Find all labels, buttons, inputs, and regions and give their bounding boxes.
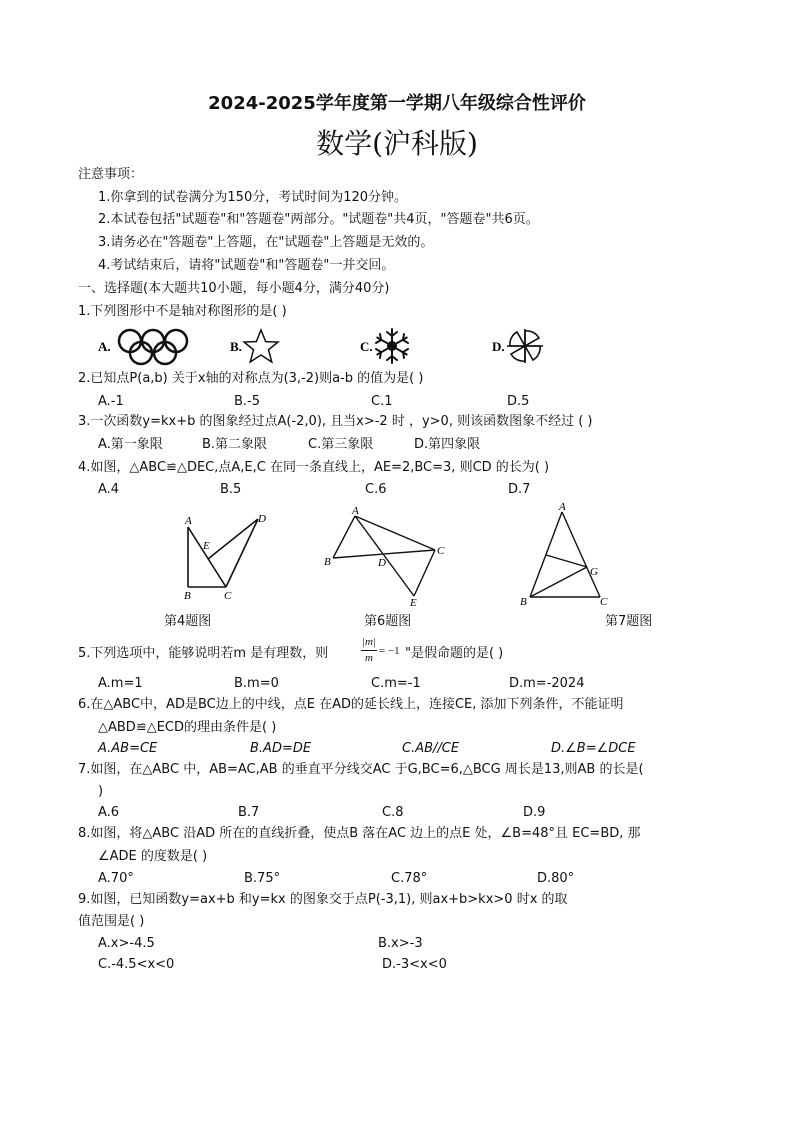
question-1-stem: 1.下列图形中不是轴对称图形的是( ) [78,304,287,319]
option: C.-4.5<x<0 [98,957,175,972]
option: B.75° [244,871,281,886]
option-c-label: C. [360,339,373,354]
fraction-denominator: m [365,652,373,664]
option: C.78° [391,871,428,886]
point-label: D [258,513,266,525]
point-label: A [352,505,359,517]
notice-heading: 注意事项： [78,167,144,182]
option: B.AD=DE [250,741,312,756]
figure-caption: 第6题图 [364,614,412,629]
question-6-stem: 6.在△ABC中，AD是BC边上的中线，点E 在AD的延长线上，连接CE, 添加下列条件，不能证明 [78,697,624,712]
option: C.m=-1 [371,676,421,691]
question-6-stem-line2: △ABD≌△ECD的理由条件是( ) [98,720,277,735]
option: C.第三象限 [308,437,374,452]
point-label: E [410,597,417,609]
point-label: A [559,501,566,513]
section-heading: 一、选择题(本大题共10小题，每小题4分，满分40分) [78,281,390,296]
point-label: D [378,557,386,569]
question-3-stem: 3.一次函数y=kx+b 的图象经过点A(-2,0), 且当x>-2 时 ，y>0, 则该函数图象不经过 ( ) [78,414,593,429]
subject-title: 数学(沪科版) [316,127,478,160]
option: D.第四象限 [414,437,481,452]
question-2-stem: 2.已知点P(a,b) 关于x轴的对称点为(3,-2)则a-b 的值为是( ) [78,371,424,386]
question-7-stem-line2: ) [98,784,104,799]
figure-q7 [510,500,620,612]
question-5-stem: 5.下列选项中，能够说明若m 是有理数，则 [78,646,329,661]
pinwheel-icon [507,329,543,363]
option: D.80° [537,871,575,886]
option: B.x>-3 [378,936,423,951]
figure-q4 [170,505,280,605]
option: D.-3<x<0 [382,957,447,972]
option: A.x>-4.5 [98,936,155,951]
option: C.AB//CE [402,741,460,756]
notice-item: 2.本试卷包括"试题卷"和"答题卷"两部分。"试题卷"共4页，"答题卷"共6页。 [98,212,539,227]
notice-item: 3.请务必在"答题卷"上答题，在"试题卷"上答题是无效的。 [98,235,434,250]
option: B.第二象限 [202,437,268,452]
option: A.AB=CE [98,741,158,756]
option: D.∠B=∠DCE [551,741,636,756]
point-label: C [437,545,445,557]
olympic-rings-icon [119,330,187,364]
star-icon [244,330,278,362]
point-label: B [520,596,527,608]
figure-caption: 第4题图 [164,614,212,629]
option: D.7 [508,482,531,497]
exam-title: 2024-2025学年度第一学期八年级综合性评价 [208,93,586,114]
option: B.m=0 [234,676,279,691]
option-b-label: B. [230,339,242,354]
notice-item: 4.考试结束后，请将"试题卷"和"答题卷"一并交回。 [98,258,395,273]
point-label: C [224,590,232,602]
point-label: E [203,540,210,552]
option: A.6 [98,805,120,820]
fraction-bar [361,650,377,651]
option: C.8 [382,805,404,820]
option: D.5 [507,394,530,409]
point-label: B [324,556,331,568]
question-5-stem-end: "是假命题的是( ) [405,646,504,661]
question-4-stem: 4.如图，△ABC≌△DEC,点A,E,C 在同一条直线上，AE=2,BC=3, 则CD 的长为( ) [78,460,550,475]
question-7-stem: 7.如图，在△ABC 中，AB=AC,AB 的垂直平分线交AC 于G,BC=6,△BCG 周长是13,则AB 的长是( [78,762,644,777]
option: C.6 [365,482,387,497]
fraction-rhs: = −1 [379,645,400,657]
snowflake-icon [376,329,408,363]
option: B.5 [220,482,242,497]
option: A.-1 [98,394,124,409]
option-d-label: D. [492,339,505,354]
point-label: A [185,515,192,527]
point-label: C [600,596,608,608]
figure-caption: 第7题图 [605,614,653,629]
question-8-stem-line2: ∠ADE 的度数是( ) [98,849,208,864]
option: B.-5 [234,394,261,409]
question-9-stem-line2: 值范围是( ) [78,914,145,929]
option: A.70° [98,871,134,886]
option: D.m=-2024 [509,676,585,691]
option: B.7 [238,805,260,820]
fraction-numerator: |m| [362,636,376,648]
option: D.9 [523,805,546,820]
figure-q6 [320,502,455,610]
question-8-stem: 8.如图，将△ABC 沿AD 所在的直线折叠，使点B 落在AC 边上的点E 处，∠B=48°且 EC=BD, 那 [78,826,641,841]
notice-item: 1.你拿到的试卷满分为150分，考试时间为120分钟。 [98,190,408,205]
q1-figures [95,326,565,368]
option-a-label: A. [98,339,111,354]
point-label: G [590,566,598,578]
option: A.4 [98,482,120,497]
question-9-stem: 9.如图，已知函数y=ax+b 和y=kx 的图象交于点P(-3,1), 则ax+b>kx>0 时x 的取 [78,892,568,907]
option: C.1 [371,394,393,409]
point-label: B [184,590,191,602]
option: A.m=1 [98,676,143,691]
option: A.第一象限 [98,437,163,452]
